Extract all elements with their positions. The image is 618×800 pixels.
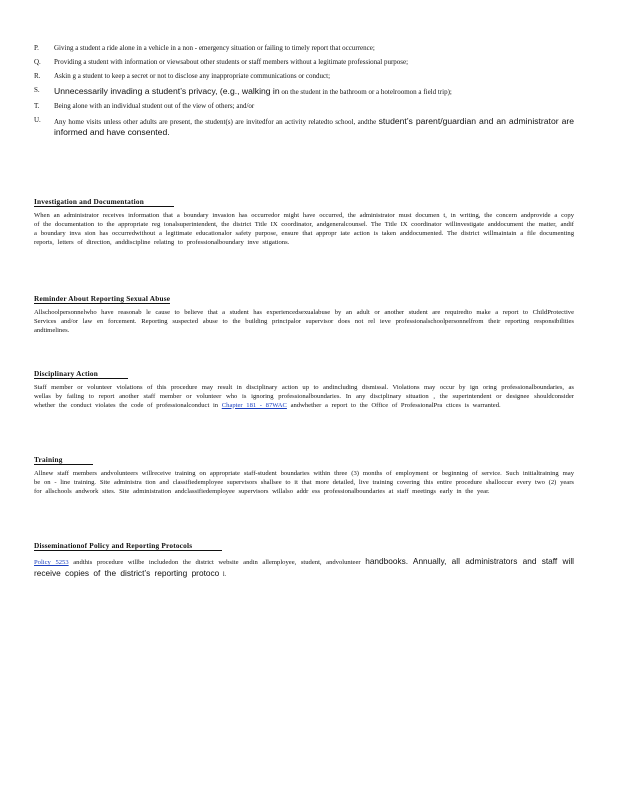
section-heading: Investigation and Documentation [34,197,174,207]
section-body-text: andwhether a report to the Office of ProfessionalPra ctices is warranted. [290,401,501,409]
list-item-r [34,72,574,81]
list-text: Being alone with an individual student out of the view of others; and/or [54,102,255,110]
list-marker: S. [34,86,40,94]
section-body-text: l. [222,570,227,578]
list-text-wrap [54,116,574,138]
list-text-large: Unnecessarily invading a student’s privacy, (e.g., walking in [54,86,280,96]
section-heading: Reminder About Reporting Sexual Abuse [34,294,171,303]
section-body-text-large: handbooks. Annually, all administrators and staff will receive copies of the district’s reporting protoco [34,556,574,578]
section-body: Allnew staff members andvolunteers willreceive training on appropriate staff-student boundaries within three (3) months of employment or beginning of service. Such initialtraining may be on - line training. Site administra tion and classifiedemployee supervisors shallsee to it that more detailed, live training covering this entire procedure shalloccur every two (2) years for allschools andwork sites. Site administration andclassifiedemployee supervisors willalso addr ess professionalboundaries at staff meetings early in the year. [34,470,574,495]
section-body [34,384,574,411]
section-body-text: Staff member or volunteer violations of this procedure may result in disciplinary action up to andincluding dismissal. Violations may occur by ign oring professionalboundaries, as wellas by failing to report another staff member or volunteer who is ignoring professionalboundaries. In any disciplinary situation , the superintendent or designee shouldconsider whether the conduct violates the code of professionalconduct in [34,384,574,409]
wac-chapter-link[interactable]: Chapter 181 - 87WAC [221,401,287,409]
section-body-text: andthis procedure willbe includedon the district website andin allemployee, student, andvolunteer [73,559,361,566]
list-item-u [34,116,574,138]
list-marker: R. [34,72,41,80]
list-text-large: student’s parent/guardian and an administrator are informed and have consented. [54,116,574,137]
list-marker: P. [34,44,39,52]
list-item-t [34,102,574,111]
section-disciplinary [34,363,574,411]
list-text: Askin g a student to keep a secret or not to disclose any inappropriate communications or conduct; [54,72,331,80]
section-body: When an administrator receives information that a boundary invasion has occurredor might have occurred, the administrator must documen t, in writing, the concern andprovide a copy of the documentation to the appropriate reg ionalsuperintendent, the district Title IX coordinator, andgeneralcounsel. The Title IX coordinator willinvestigate anddocument the matter, andif a boundary inva sion has occurredwithout a legitimate educationalor safety purpose, ensure that appropr iate action is taken anddocumented. The district willmaintain a file documenting reports, letters of direction, anddiscipline relating to professionalboundary inve stigations. [34,212,574,246]
list-marker: T. [34,102,40,110]
list-marker: Q. [34,58,41,66]
section-heading: Disseminationof Policy and Reporting Protocols [34,541,222,551]
section-reminder [34,288,574,336]
list-item-q [34,58,574,67]
list-text: Providing a student with information or viewsabout other students or staff members without a legitimate professional purpose; [54,58,409,66]
list-text: Any home visits unless other adults are present, the student(s) are invitedfor an activity relatedto school, andthe [54,118,377,126]
section-dissemination [34,535,574,580]
section-body [34,556,574,580]
list-item-s [34,86,574,97]
section-training [34,449,574,497]
section-investigation [34,191,574,248]
section-heading: Disciplinary Action [34,369,128,379]
list-item-p [34,44,574,53]
section-body: Allschoolpersonnelwho have reasonab le cause to believe that a student has experiencedsexualabuse by an adult or another student are requiredto make a report to ChildProtective Services and/or law en forcement. Reporting suspected abuse to the building principalor supervisor does not rel ieve professionalschoolpersonnelfrom their reporting responsibilities andtimelines. [34,309,574,334]
list-text-wrap [54,86,574,97]
list-text: Giving a student a ride alone in a vehicle in a non - emergency situation or failing to timely report that occurrence; [54,44,375,52]
list-text: on the student in the bathroom or a hotelroomon a field trip); [281,88,452,96]
policy-5253-link[interactable]: Policy 5253 [34,559,69,566]
list-marker: U. [34,116,41,124]
conduct-list [34,44,574,143]
section-heading: Training [34,455,93,465]
